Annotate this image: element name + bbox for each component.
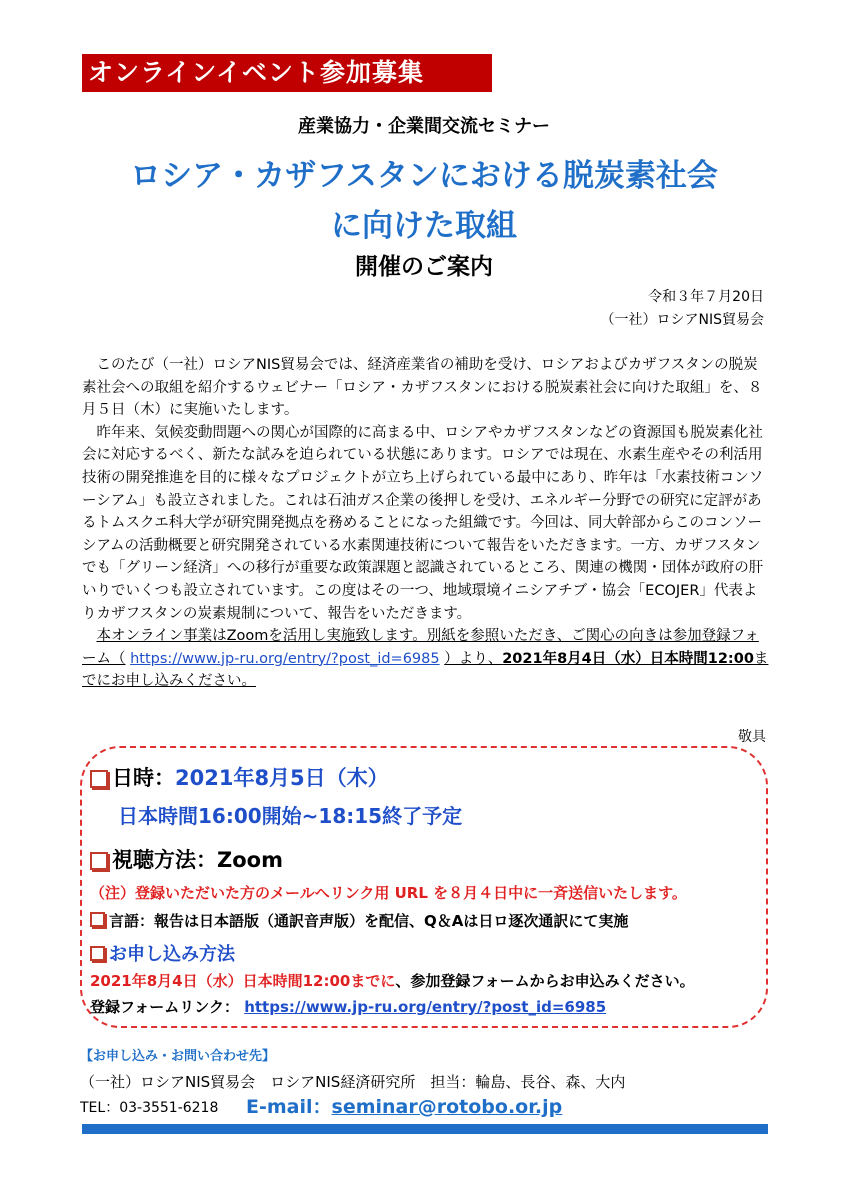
organizer-name: （一社）ロシアNIS貿易会 (600, 312, 764, 328)
event-date: 2021年8月5日（木） (175, 766, 389, 790)
closing-word: 敬具 (738, 729, 766, 745)
registration-link[interactable]: https://www.jp-ru.org/entry/?post_id=6985 (130, 650, 440, 667)
paragraph-intro: このたび（一社）ロシアNIS貿易会では、経済産業省の補助を受け、ロシアおよびカザフスタンの脱炭素社会への取組を紹介するウェビナー「ロシア・カザフスタンにおける脱炭素社会に向けた取組」を、８月５日（木）に実施いたします。 (82, 357, 763, 419)
deadline-info: 2021年8月4日（水）日本時間12:00までに、参加登録フォームからお申込みください。 (90, 972, 695, 990)
event-banner: オンラインイベント参加募集 (82, 54, 492, 92)
form-link-row: 登録フォームリンク： https://www.jp-ru.org/entry/?post_id=6985 (90, 998, 607, 1016)
checkbox-icon (90, 770, 108, 788)
url-notice: （注）登録いただいた方のメールへリンク用 URL を８月４日中に一斉送信いたします。 (90, 884, 687, 902)
form-link[interactable]: https://www.jp-ru.org/entry/?post_id=6985 (244, 998, 607, 1016)
title-line-1: ロシア・カザフスタンにおける脱炭素社会 (130, 158, 718, 194)
apply-row (90, 940, 235, 966)
contact-organization: （一社）ロシアNIS貿易会 ロシアNIS経済研究所 担当：輪島、長谷、森、大内 (80, 1073, 626, 1091)
contact-heading: 【お申し込み・お問い合わせ先】 (80, 1049, 276, 1064)
paragraph-background: 昨年来、気候変動問題への関心が国際的に高まる中、ロシアやカザフスタンなどの資源国も脱炭素化社会に対応するべく、新たな試みを迫られている状態にあります。ロシアでは現在、水素生産やその利活用技術の開発推進を目的に様々なプロジェクトが立ち上げられている最中にあり、昨年は「水素技術コンソーシアム」も設立されました。これは石油ガス企業の後押しを受け、エネルギー分野での研究に定評があるトムスクエ科大学が研究開発拠点を務めることになった組織です。今回は、同大幹部からこのコンソーシアムの活動概要と研究開発されている水素関連技術について報告をいただきます。一方、カザフスタンでも「グリーン経済」への移行が重要な政策課題と認識されているところ、関連の機関・団体が政府の肝いりでいくつも設立されています。この度はその一つ、地域環境イニシアチブ・協会「ECOJER」代表よりカザフスタンの炭素規制について、報告をいただきます。 (82, 424, 764, 622)
checkbox-icon (90, 912, 105, 927)
event-time: 日本時間16:00開始~18:15終了予定 (118, 804, 463, 828)
contact-email-row: E-mail：seminar@rotobo.or.jp (246, 1096, 563, 1118)
viewing-method: 視聴方法：Zoom (112, 848, 283, 872)
seminar-subtitle: 産業協力・企業間交流セミナー (298, 116, 550, 137)
contact-tel: TEL：03-3551-6218 (80, 1100, 219, 1116)
bottom-divider (82, 1124, 768, 1134)
event-details-box (80, 746, 768, 1028)
contact-email-link[interactable]: seminar@rotobo.or.jp (331, 1096, 563, 1118)
body-text (82, 354, 770, 693)
issue-date: 令和３年７月20日 (648, 289, 764, 305)
language-row (90, 910, 628, 931)
checkbox-icon (90, 946, 105, 961)
method-row (90, 844, 283, 874)
apply-heading: お申し込み方法 (109, 944, 235, 965)
title-line-2: に向けた取組 (331, 208, 517, 244)
paragraph-registration: 本オンライン事業はZoomを活用し実施致します。別紙を参照いただき、ご関心の向きは参加登録フォーム（ https://www.jp-ru.org/entry/?post_id=6985 ）より、2021年8月4日（水）日本時間12:00までにお申し込みください。 (82, 628, 769, 690)
language-info: 言語：報告は日本語版（通訳音声版）を配信、Q＆Aは日ロ逐次通訳にて実施 (109, 912, 629, 930)
checkbox-icon (90, 852, 108, 870)
date-row: 日時：2021年8月5日（木） (90, 762, 389, 792)
guide-heading: 開催のご案内 (355, 254, 493, 280)
